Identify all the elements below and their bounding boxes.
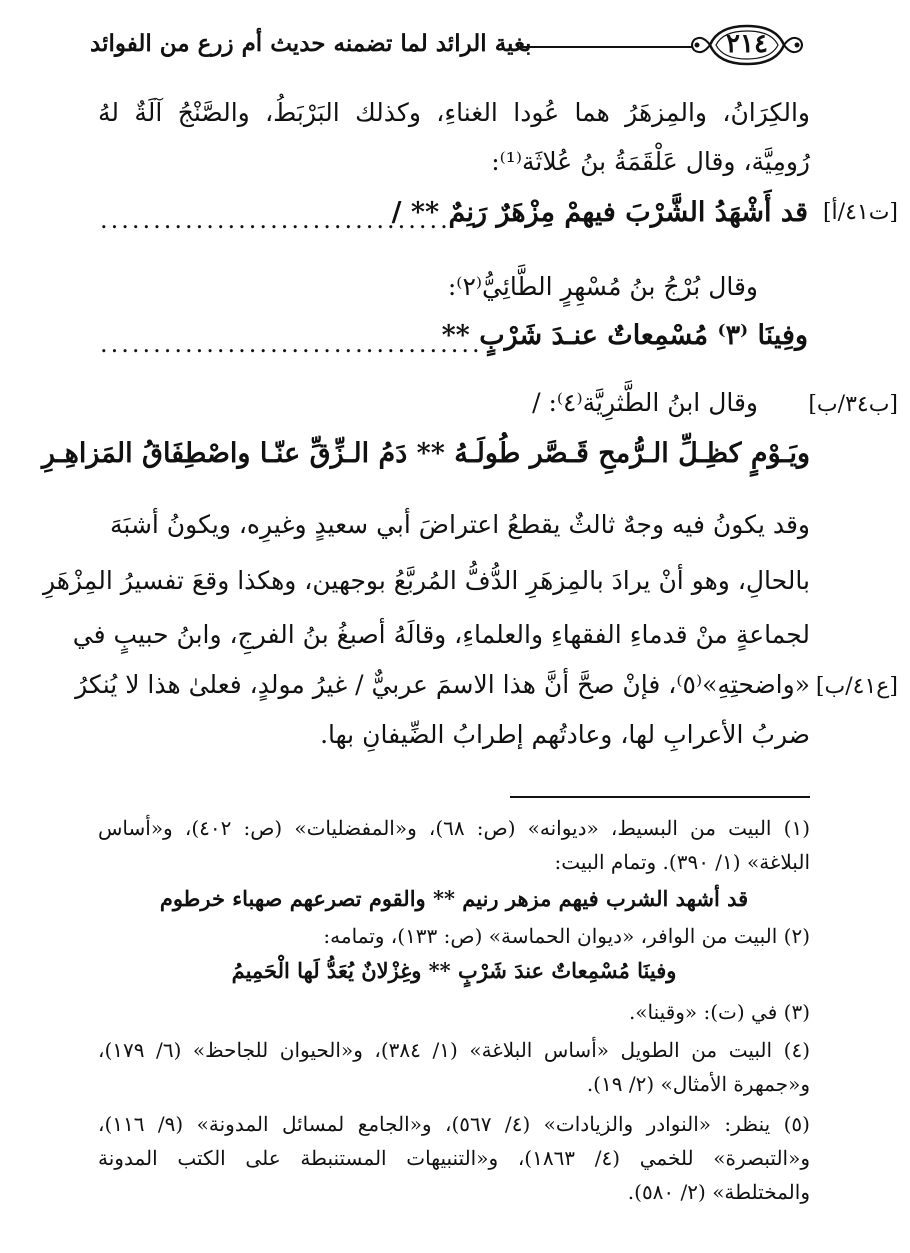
verse-line: ويَـوْمٍ كظِـلِّ الـرُّمحِ قَـصَّر طُولَـهُ ** دَمُ الـزِّقِّ عنّـا واصْطِفَاقُ المَزاهِـرِ	[41, 438, 810, 469]
ellipsis-dots: .................................	[100, 206, 451, 234]
text-line: وقد يكونُ فيه وجهٌ ثالثٌ يقطعُ اعتراضَ أبي سعيدٍ وغيرِه، ويكونُ أشبَهَ	[110, 510, 810, 539]
manuscript-ref: [ع٤١/ب]	[815, 674, 898, 699]
book-title: بغية الرائد لما تضمنه حديث أم زرع من الفوائد	[90, 30, 532, 57]
verse-line: وفِينَا ⁽٣⁾ مُسْمِعاتٌ عنـدَ شَرْبٍ **	[441, 320, 808, 351]
text-line: والكِرَانُ، والمِزهَرُ هما عُودا الغناءِ، وكذلك البَرْبَطُ، والصَّنْجُ آلَةٌ لهُ	[98, 98, 810, 127]
footnote-separator	[510, 796, 810, 798]
page-header	[90, 20, 850, 72]
footnote-line: (٥) ينظر: «النوادر والزيادات» (٤/ ٥٦٧)، و«الجامع لمسائل المدونة» (٩/ ١١٦)،	[98, 1112, 810, 1136]
footnote-line: (٤) البيت من الطويل «أساس البلاغة» (١/ ٣٨٤)، و«الحيوان للجاحظ» (٦/ ١٧٩)،	[98, 1038, 810, 1062]
verse-line: قد أَشْهَدُ الشَّرْبَ فيهمْ مِزْهَرٌ رَنِمٌ ** /	[391, 197, 808, 228]
footnote-line: (١) البيت من البسيط، «ديوانه» (ص: ٦٨)، و«المفضليات» (ص: ٤٠٢)، و«أساس	[98, 816, 810, 840]
footnote-line: (٢) البيت من الوافر، «ديوان الحماسة» (ص: ١٣٣)، وتمامه:	[323, 924, 810, 948]
footnote-line: البلاغة» (١/ ٣٩٠). وتمام البيت:	[554, 850, 810, 874]
ellipsis-dots: ....................................	[100, 330, 483, 358]
footnote-line: (٣) في (ت): «وقينا».	[628, 1000, 810, 1024]
footnote-verse: قد أشهد الشرب فيهم مزهر رنيم ** والقوم تصرعهم صهباء خرطوم	[159, 886, 749, 911]
manuscript-ref: [ت٤١/أ]	[822, 200, 898, 225]
footnote-line: والمختلطة» (٢/ ٥٨٠).	[627, 1180, 810, 1204]
header-rule	[522, 46, 692, 48]
footnote-line: و«جمهرة الأمثال» (٢/ ١٩).	[586, 1072, 810, 1096]
text-line: «واضحتِهِ»⁽٥⁾، فإنْ صحَّ أنَّ هذا الاسمَ عربيٌّ / غيرُ مولدٍ، فعلىٰ هذا لا يُنكرُ	[75, 670, 810, 699]
footnote-line: و«التبصرة» للخمي (٤/ ١٨٦٣)، و«التنبيهات المستنبطة على الكتب المدونة	[98, 1146, 810, 1170]
page-number: ٢١٤	[726, 29, 768, 59]
text-line: ضربُ الأعرابِ لها، وعادتُهم إطرابُ الضِّيفانِ بها.	[320, 720, 810, 749]
text-line: وقال ابنُ الطَّثرِيَّة⁽٤⁾: /	[532, 388, 758, 417]
text-line: وقال بُرْجُ بنُ مُسْهِرٍ الطَّائِيُّ⁽٢⁾:	[447, 272, 758, 301]
manuscript-ref: [ب٣٤/ب]	[808, 392, 898, 417]
text-line: بالحالِ، وهو أنْ يرادَ بالمِزهَرِ الدُّفُّ المُربَّعُ بوجهين، وهكذا وقعَ تفسيرُ المِزْهَرِ	[43, 566, 810, 595]
footnote-verse: وفينَا مُسْمِعاتٌ عندَ شَرْبٍ ** وغِزْلانٌ يُعَدُّ لَها الْحَمِيمُ	[231, 958, 677, 983]
text-line: رُومِيَّة، وقال عَلْقَمَةُ بنُ عُلاثَة⁽¹⁾:	[491, 147, 810, 176]
text-line: لجماعةٍ منْ قدماءِ الفقهاءِ والعلماءِ، وقالَهُ أصبغُ بنُ الفرجِ، وابنُ حبيبٍ في	[72, 620, 810, 649]
